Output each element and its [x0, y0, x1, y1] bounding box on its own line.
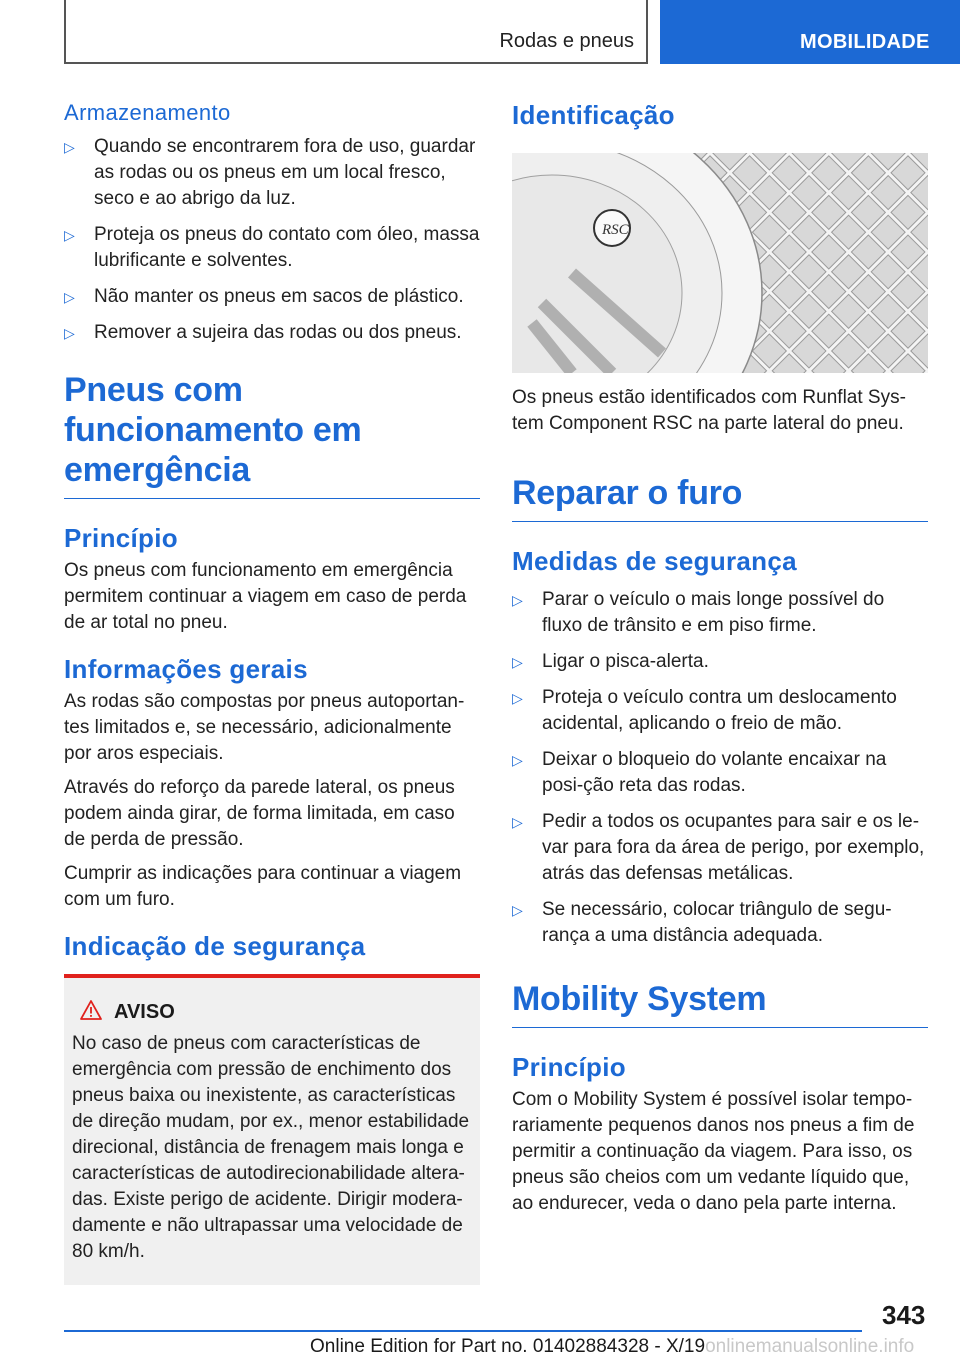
edition-text: Online Edition for Part no. 01402884328 - X/19 [310, 1336, 706, 1357]
triangle-bullet-icon: ▷ [64, 325, 75, 341]
triangle-bullet-icon: ▷ [64, 139, 75, 155]
info-paragraph-2: Através do reforço da parede lateral, os pneus podem ainda girar, de forma limitada, em caso de perda de pressão. [64, 777, 455, 850]
warning-text: No caso de pneus com características de emergência com pressão de enchimento dos pneus baixa ou inexistente, as características de direção mudam, por ex., menor estabilidade direcional, distância de frenagem mais longa e características de autodirecionabilidade altera-das. Existe perigo de acidente. Dirigir modera-damente e não ultrapassar uma velocidade de 80 km/h. [72, 1033, 470, 1262]
triangle-bullet-icon: ▷ [512, 752, 523, 768]
left-column [64, 100, 480, 1285]
watermark-text: onlinemanualsonline.info [705, 1336, 915, 1357]
right-column [512, 100, 928, 1217]
info-heading: Informações gerais [64, 654, 308, 684]
list-item: ▷ Não manter os pneus em sacos de plástico. [64, 284, 480, 310]
warning-title [72, 1000, 472, 1025]
list-item: ▷ Quando se encontrarem fora de uso, guardar as rodas ou os pneus em um local fresco, seco e ao abrigo da luz. [64, 136, 476, 209]
list-item: ▷ Se necessário, colocar triângulo de segu-rança a uma distância adequada. [512, 899, 892, 946]
list-item: ▷ Deixar o bloqueio do volante encaixar na posi-ção reta das rodas. [512, 749, 887, 796]
list-item: ▷ Remover a sujeira das rodas ou dos pneus. [64, 320, 480, 346]
medidas-list [512, 587, 928, 949]
warning-label: AVISO [114, 1001, 175, 1023]
info-paragraph-3: Cumprir as indicações para continuar a viagem com um furo. [64, 863, 462, 910]
armazenamento-list [64, 134, 480, 346]
mobility-heading: Mobility System [512, 979, 928, 1028]
principio-heading: Princípio [64, 523, 178, 553]
identificacao-text: Os pneus estão identificados com Runflat Sys-tem Component RSC na parte lateral do pneu. [512, 387, 906, 434]
header-chapter-label: MOBILIDADE [800, 31, 930, 53]
footer-edition [310, 1336, 914, 1358]
list-item: ▷ Ligar o pisca-alerta. [512, 649, 928, 675]
safety-heading: Indicação de segurança [64, 931, 366, 961]
triangle-bullet-icon: ▷ [512, 690, 523, 706]
medidas-heading: Medidas de segurança [512, 546, 797, 576]
triangle-bullet-icon: ▷ [512, 902, 523, 918]
list-item: ▷ Pedir a todos os ocupantes para sair e os le-var para fora da área de perigo, por exemplo, atrás das defensas metálicas. [512, 811, 925, 884]
header-chapter-tab [660, 0, 960, 64]
list-item: ▷ Proteja o veículo contra um deslocamento acidental, aplicando o freio de mão. [512, 687, 897, 734]
header-section-box [64, 0, 648, 64]
warning-triangle-icon [80, 1000, 102, 1025]
warning-box [64, 974, 480, 1285]
reparar-heading: Reparar o furo [512, 473, 928, 522]
principio-text: Os pneus com funcionamento em emergência permitem continuar a viagem em caso de perda de ar total no pneu. [64, 560, 467, 633]
list-item: ▷ Proteja os pneus do contato com óleo, massa lubrificante e solventes. [64, 224, 480, 271]
info-paragraph-1: As rodas são compostas por pneus autoportan-tes limitados e, se necessário, adicionalmente por aros especiais. [64, 691, 465, 764]
page-number: 343 [882, 1300, 926, 1330]
triangle-bullet-icon: ▷ [64, 289, 75, 305]
header-section-title: Rodas e pneus [499, 30, 634, 52]
identificacao-heading: Identificação [512, 100, 675, 130]
svg-text:RSC: RSC [602, 222, 629, 238]
mobility-principio-text: Com o Mobility System é possível isolar tempo-rariamente pequenos danos nos pneus a fim de permitir a continuação da viagem. Para isso, os pneus são cheios com um vedante líquido que, ao endurecer, veda o dano pela parte interna. [512, 1089, 915, 1214]
runflat-heading: Pneus com funcionamento em emergência [64, 370, 480, 499]
triangle-bullet-icon: ▷ [64, 227, 75, 243]
armazenamento-heading: Armazenamento [64, 100, 231, 125]
mobility-principio-heading: Princípio [512, 1052, 626, 1082]
triangle-bullet-icon: ▷ [512, 592, 523, 608]
runflat-tire-illustration [512, 153, 928, 373]
triangle-bullet-icon: ▷ [512, 654, 523, 670]
triangle-bullet-icon: ▷ [512, 814, 523, 830]
list-item: ▷ Parar o veículo o mais longe possível do fluxo de trânsito e em piso firme. [512, 589, 885, 636]
footer-divider [64, 1330, 862, 1332]
